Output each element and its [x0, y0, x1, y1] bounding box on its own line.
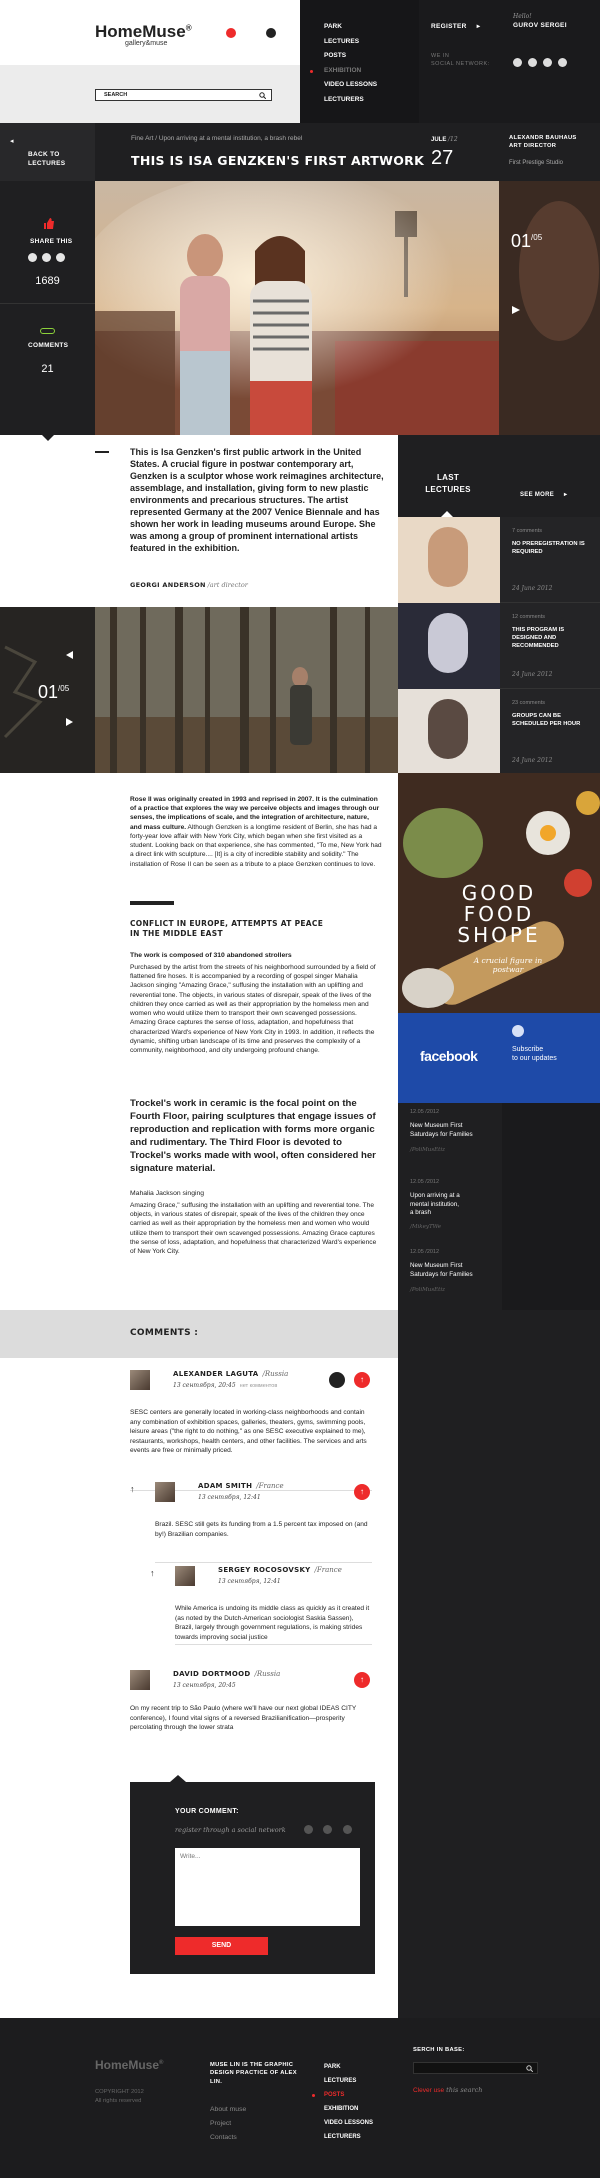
form-twitter-icon[interactable] — [323, 1825, 332, 1834]
footer-nav-label: EXHIBITION — [324, 2106, 359, 2112]
see-more-label: SEE MORE — [520, 492, 555, 498]
left-column — [0, 123, 95, 435]
nav-item-label: EXHIBITION — [324, 66, 362, 74]
left-column-divider — [0, 303, 95, 304]
last-lectures-header — [398, 435, 600, 517]
footer-nav-label: VIDEO LESSONS — [324, 2120, 374, 2126]
nav-item-label: POSTS — [324, 52, 347, 59]
comment-date — [218, 1578, 281, 1585]
header-register — [419, 0, 600, 123]
news-title — [410, 1192, 498, 1218]
thumb-shape — [428, 699, 468, 759]
comment-author — [173, 1670, 280, 1678]
quote-dash — [95, 451, 109, 453]
lecture-item[interactable] — [398, 603, 600, 689]
footer-nav-label: POSTS — [324, 2092, 345, 2098]
body-paragraph-2: Purchased by the artist from the streets of his neighborhood surrounded by a field of flattened fire hoses. It is accompanied by a recording of gospel singer Mahalia Jackson singing "Amazing Grace," suffusing the installation with an uplifting and reverential tone. The objects, in various states of disrepair, speak of the lives of the children they once carried as well as their appropriation by the homeless men and women who would utilize them to transport their own scavenged possessions. Amazing Grace captures the sense of loss, adaptation, and hopefulness that characterized Ward's experience of New York City in 1993. In addition, it reflects the dynamic, shifting urban landscape of its time and preserves the complexity of a community, neighborhood, and city undergoing profound change. — [130, 964, 376, 1054]
footer — [0, 2018, 600, 2178]
footer-nav-posts[interactable] — [324, 2088, 373, 2102]
date-month — [431, 136, 458, 143]
comment-date-text: 13 сентября, 12:41 — [218, 1578, 281, 1585]
news-item[interactable] — [398, 1103, 502, 1173]
slide-counter — [511, 231, 542, 252]
comments-section — [0, 1310, 398, 2018]
comment-author-location: /Russia — [262, 1370, 289, 1378]
year-text: /12 — [448, 136, 458, 143]
share-label: SHARE THIS — [30, 238, 73, 245]
facebook-icon[interactable] — [543, 58, 552, 67]
facebook-logo: facebook — [420, 1048, 478, 1064]
comment-divider — [155, 1562, 372, 1563]
comment-text: Brazil. SESC still gets its funding from a 1.5 percent tax imposed on (and by!) Brazilian companies. — [155, 1521, 368, 1538]
lectures-list — [398, 517, 600, 773]
clever-rest: this search — [444, 2086, 483, 2094]
nav-item-label: PARK — [324, 23, 342, 30]
comments-label: COMMENTS — [28, 342, 69, 349]
body-p1-rest: Although Genzken is a longtime resident of Berlin, she has had a forty-year love affair with New York City, which began when she first visited as a student. Looking back on that experience, she has commented, "To me, New York had a direct link with sculpture.... [It] is a city of incredible stability and solidity." The installation of Rose II can be seen as a tribute to a place Genzken continues to love. — [130, 823, 382, 868]
nav-item-park[interactable] — [324, 20, 377, 35]
next-arrow-icon[interactable] — [511, 305, 521, 315]
share-count: 1689 — [35, 275, 60, 287]
news-title-line: Saturdays for Families — [410, 1270, 473, 1278]
last-title-1: LAST — [436, 473, 460, 482]
comment-icon — [40, 328, 55, 334]
reply-button[interactable]: ↑ — [354, 1672, 370, 1688]
news-tag: /MikeyTWe — [410, 1224, 442, 1230]
footer-nav-video-lessons[interactable] — [324, 2116, 373, 2130]
footer-link-about-muse[interactable]: About muse — [210, 2106, 247, 2113]
nav-item-exhibition[interactable] — [324, 64, 377, 79]
food-title-2: FOOD — [463, 902, 535, 926]
news-tag: /PoliMusEtiz — [410, 1287, 446, 1293]
logo-text: HomeMuse — [95, 22, 186, 41]
footer-link-contacts[interactable]: Contacts — [210, 2134, 237, 2141]
comments-count: 21 — [41, 363, 54, 375]
lecture-title: NO PREREGISTRATION IS REQUIRED — [512, 541, 585, 556]
red-dot-icon[interactable] — [226, 28, 236, 38]
lecture-item[interactable] — [398, 517, 600, 603]
comment-author-name[interactable]: ADAM SMITH — [198, 1482, 253, 1490]
hello-text: Hello! — [513, 13, 532, 20]
avatar[interactable] — [130, 1370, 150, 1390]
back-label-1: BACK TO — [28, 151, 60, 158]
footer-nav-park[interactable] — [324, 2060, 373, 2074]
lecture-date: 24 June 2012 — [512, 585, 553, 592]
quote-section — [0, 435, 398, 607]
footer-nav-lecturers[interactable] — [324, 2130, 373, 2144]
facebook-box[interactable] — [398, 1013, 600, 1103]
pull-quote: Trockel's work in ceramic is the focal point on the Fourth Floor, pairing sculptures that engage issues of reproduction and replication with forms more organic and rudimentary. The Third Floor is devoted to Trockel's works made with wool, often considered her signature material. — [130, 1098, 376, 1174]
footer-nav-lectures[interactable] — [324, 2074, 373, 2088]
footer-logo-mark: ® — [159, 2060, 164, 2066]
news-title-line: Upon arriving at a — [410, 1192, 460, 1199]
search-icon[interactable] — [259, 92, 266, 99]
google-icon[interactable] — [558, 58, 567, 67]
month-text: JULE — [431, 137, 447, 143]
comment-author-location: /France — [256, 1482, 284, 1490]
last-lectures-title — [398, 472, 498, 496]
avatar[interactable] — [155, 1482, 175, 1502]
footer-copyright — [95, 2088, 144, 2105]
footer-links — [210, 2103, 246, 2145]
slide-total: /05 — [531, 233, 543, 242]
avatar[interactable] — [175, 1566, 195, 1586]
user-name[interactable]: GUROV SERGEI — [513, 22, 567, 29]
breadcrumb[interactable]: Fine Art / Upon arriving at a mental institution, a brash rebel — [131, 135, 303, 142]
share-google-icon[interactable] — [56, 253, 65, 262]
comment-author-name[interactable]: DAVID DORTMOOD — [173, 1670, 251, 1678]
see-more-link[interactable]: SEE MORE ▸ — [520, 492, 568, 498]
twitter-icon[interactable] — [528, 58, 537, 67]
form-subtitle: register through a social network — [175, 1826, 286, 1834]
comments-side-dark — [398, 1310, 600, 2018]
thumb-shape — [428, 527, 468, 587]
comment-date — [198, 1494, 261, 1501]
forest-slide-num: 01 — [38, 682, 59, 702]
thumb-shape — [428, 613, 468, 673]
news-item[interactable] — [398, 1243, 502, 1313]
register-link[interactable]: REGISTER ▸ — [431, 23, 481, 30]
food-title-1: GOOD — [461, 881, 537, 905]
form-facebook-icon[interactable] — [304, 1825, 313, 1834]
comments-heading: COMMENTS : — [130, 1328, 199, 1338]
back-to-lectures[interactable] — [0, 123, 95, 181]
news-title — [410, 1122, 498, 1139]
lecture-thumbnail — [398, 517, 500, 603]
lecture-comments: 12 comments — [512, 614, 546, 620]
lecture-date: 24 June 2012 — [512, 671, 553, 678]
lecture-comments: 23 comments — [512, 700, 546, 706]
food-banner[interactable] — [398, 773, 600, 1013]
active-bullet-icon — [310, 70, 313, 73]
social-network-text: SOCIAL NETWORK: — [431, 61, 490, 67]
nav-item-label: VIDEO LESSONS — [324, 81, 378, 88]
slide-num: 01 — [511, 231, 532, 251]
news-title-line: New Museum First — [410, 1122, 463, 1129]
forest-slider — [0, 607, 398, 773]
form-notch — [170, 1775, 186, 1782]
hero-image — [95, 181, 499, 435]
form-google-icon[interactable] — [343, 1825, 352, 1834]
comment-textarea[interactable] — [175, 1848, 360, 1926]
comment-author — [218, 1566, 342, 1574]
quote-author — [130, 581, 248, 589]
lecture-thumbnail — [398, 689, 500, 775]
settings-icon[interactable] — [266, 28, 276, 38]
footer-active-bullet-icon — [312, 2094, 315, 2097]
comment-date-text: 13 сентября, 12:41 — [198, 1494, 261, 1501]
facebook-small-icon — [512, 1025, 524, 1037]
nav-item-lecturers[interactable] — [324, 93, 377, 108]
nav-item-lectures[interactable] — [324, 35, 377, 50]
news-title-line: New Museum First — [410, 1262, 463, 1269]
news-title-line: Saturdays for Families — [410, 1130, 473, 1138]
section-heading: CONFLICT IN EUROPE, ATTEMPTS AT PEACE IN THE MIDDLE EAST — [130, 919, 324, 939]
hero-slider-side — [499, 181, 600, 435]
vk-icon[interactable] — [513, 58, 522, 67]
news-title — [410, 1262, 498, 1279]
speech-notch — [42, 435, 54, 441]
article-body — [0, 773, 398, 1310]
reply-button[interactable]: ↑ — [354, 1372, 370, 1388]
section-rule — [130, 901, 174, 905]
comments-header — [0, 1310, 398, 1358]
comment-author-location: /Russia — [254, 1670, 281, 1678]
footer-link-project[interactable]: Project — [210, 2120, 232, 2127]
quote-text: This is Isa Genzken's first public artwork in the United States. A crucial figure in postwar contemporary art, Genzken is a sculptor whose work reimagines architecture, assemblage, and installation, giving form to new plastic environments and precarious structures. The artist represented Germany at the 2007 Venice Biennale and has shown her work in leading museums around Europe. She was among a group of prominent international artists featured in the exhibition. — [130, 447, 384, 553]
back-arrow-icon: ◂ — [10, 138, 14, 145]
search-label: SEARCH — [104, 92, 128, 98]
forest-next-arrow-icon[interactable] — [65, 717, 74, 727]
footer-nav-exhibition[interactable] — [324, 2102, 373, 2116]
prev-arrow-icon[interactable] — [65, 650, 74, 660]
footer-clever — [413, 2086, 482, 2094]
nav-item-label: LECTURES — [324, 37, 360, 45]
food-title-3: SHOPE — [457, 923, 541, 947]
news-tag: /PoliMusEtiz — [410, 1147, 446, 1153]
avatar[interactable] — [130, 1670, 150, 1690]
logo-sub: gallery&muse — [125, 40, 168, 47]
comment-author-name[interactable]: ALEXANDER LAGUTA — [173, 1370, 259, 1378]
forest-slide-counter — [38, 682, 69, 703]
reply-button[interactable]: ↑ — [354, 1484, 370, 1500]
subheading-1: The work is composed of 310 abandoned strollers — [130, 952, 292, 959]
we-in-text: WE IN — [431, 53, 450, 59]
comment-text: On my recent trip to São Paulo (where we'll have our next global IDEAS CITY conference), I found vital signs of a reversed Brazilianification—prosperity percolating through the lower strata — [130, 1705, 357, 1732]
footer-search-input[interactable] — [413, 2062, 538, 2074]
share-facebook-icon[interactable] — [28, 253, 37, 262]
sidebar-filler — [502, 1103, 600, 1310]
date-day: 27 — [431, 147, 454, 169]
footer-search-label: SERCH IN BASE: — [413, 2047, 465, 2053]
quote-author-role: /art director — [207, 581, 248, 589]
clever-link[interactable]: Clever use — [413, 2087, 445, 2094]
logo-mark: ® — [185, 23, 192, 33]
footer-nav-label: LECTURERS — [324, 2134, 361, 2140]
lecture-comments: 7 comments — [512, 528, 542, 534]
register-label: REGISTER — [431, 23, 467, 30]
page-title: THIS IS ISA GENZKEN'S FIRST ARTWORK — [131, 153, 425, 168]
comment-form — [130, 1782, 375, 1974]
food-subtitle: A crucial figure in postwar — [473, 956, 543, 974]
copy-line-1: COPYRIGHT 2012 — [95, 2089, 144, 2095]
comment-author — [173, 1370, 288, 1378]
comment-author — [198, 1482, 284, 1490]
header-search-area — [0, 65, 300, 123]
logo[interactable] — [95, 22, 192, 42]
body-paragraph-1 — [130, 795, 382, 869]
comment-reply-count: нет комментов — [239, 1383, 278, 1389]
comment-date — [173, 1682, 236, 1689]
nav-item-posts[interactable] — [324, 49, 377, 64]
author-role: ART DIRECTOR — [509, 143, 557, 149]
like-icon[interactable] — [43, 218, 54, 229]
body-paragraph-3: Amazing Grace," suffusing the installation with an uplifting and reverential tone. The objects, in various states of disrepair, speak of the lives of the children they once carried as well as their appropriation by the homeless men and women who would utilize them to transport their own scavenged possessions. Amazing Grace captures the sense of loss, adaptation, and hopefulness that characterized Ward's experience of New York City. — [130, 1202, 377, 1256]
news-date: 12.05 /2012 — [410, 1249, 440, 1255]
more-options-icon[interactable] — [329, 1372, 345, 1388]
header-logo-area — [0, 0, 300, 65]
lecture-thumbnail — [398, 603, 500, 689]
comment-author-name[interactable]: SERGEY ROCOSOVSKY — [218, 1566, 311, 1574]
search-input[interactable] — [95, 89, 272, 101]
comment-text: While America is undoing its middle class as quickly as it created it (as noted by the Dutch-American sociologist Saskia Sassen), Brazil, largely through government regulations, is making strides towards improving social justice — [175, 1605, 370, 1641]
last-title-2: LECTURES — [425, 485, 471, 494]
body-p1-bold: Rose II was originally created in 1993 and reprised in 2007. It is the culmination of a practice that explores the way we perceive objects and images through our senses, the implications of scale, and the integration of architecture, nature, and mass culture. — [130, 796, 380, 831]
lecture-date: 24 June 2012 — [512, 757, 553, 764]
food-title — [398, 883, 600, 946]
nav-item-label: LECTURERS — [324, 95, 364, 103]
comment-author-location: /France — [314, 1566, 342, 1574]
share-twitter-icon[interactable] — [42, 253, 51, 262]
footer-search-icon[interactable] — [526, 2065, 533, 2072]
header-nav — [300, 0, 430, 123]
news-item[interactable] — [398, 1173, 502, 1243]
back-label-2: LECTURES — [28, 160, 66, 167]
send-button[interactable]: SEND — [175, 1937, 268, 1955]
lecture-title: GROUPS CAN BE SCHEDULED PER HOUR — [512, 713, 581, 728]
forest-slide-total: /05 — [58, 684, 70, 693]
author-name[interactable]: ALEXANDR BAUHAUS — [509, 135, 577, 141]
news-title-line: mental institution, — [410, 1200, 460, 1208]
footer-nav-label: PARK — [324, 2064, 341, 2070]
article-title-bar — [95, 123, 499, 181]
quote-author-name: GEORGI ANDERSON — [130, 581, 206, 589]
footer-about: MUSE LIN IS THE GRAPHIC DESIGN PRACTICE OF ALEX LIN. — [210, 2062, 297, 2085]
comment-date-text: 13 сентября, 20:45 — [173, 1682, 236, 1689]
nav-item-video-lessons[interactable] — [324, 78, 377, 93]
reply-arrow-icon: ↑ — [150, 1568, 155, 1578]
footer-logo-text: HomeMuse — [95, 2058, 160, 2072]
author-panel — [499, 123, 600, 181]
news-list — [398, 1103, 502, 1310]
fb-subscribe-1: Subscribe — [512, 1046, 544, 1053]
comment-date-text: 13 сентября, 20:45 — [173, 1382, 236, 1389]
reply-arrow-icon: ↑ — [130, 1484, 135, 1494]
news-date: 12.05 /2012 — [410, 1179, 440, 1185]
fb-subscribe — [512, 1045, 557, 1063]
comment-divider — [175, 1644, 372, 1645]
footer-nav-label: LECTURES — [324, 2078, 357, 2084]
footer-logo[interactable] — [95, 2058, 163, 2072]
lecture-title: THIS PROGRAM IS DESIGNED AND RECOMMENDED — [512, 627, 565, 650]
form-title: YOUR COMMENT: — [175, 1808, 239, 1815]
subheading-2: Mahalia Jackson singing — [130, 1190, 205, 1197]
studio-name: First Prestige Studio — [509, 160, 564, 166]
fb-subscribe-2: to our updates — [512, 1055, 557, 1063]
comment-date — [173, 1382, 277, 1389]
copy-line-2: All rights reserved — [95, 2097, 142, 2104]
lecture-item[interactable] — [398, 689, 600, 775]
news-title-line: a brash — [410, 1209, 432, 1216]
news-date: 12.05 /2012 — [410, 1109, 440, 1115]
comment-text: SESC centers are generally located in working-class neighborhoods and contain any combination of exhibition spaces, galleries, theaters, gyms, swimming pools, leisure areas ("the right to do nothing," as one SESC executive explained to me), restaurants, workshops, health centers, and other facilities. The services and arts events are free or minimally priced. — [130, 1409, 367, 1455]
